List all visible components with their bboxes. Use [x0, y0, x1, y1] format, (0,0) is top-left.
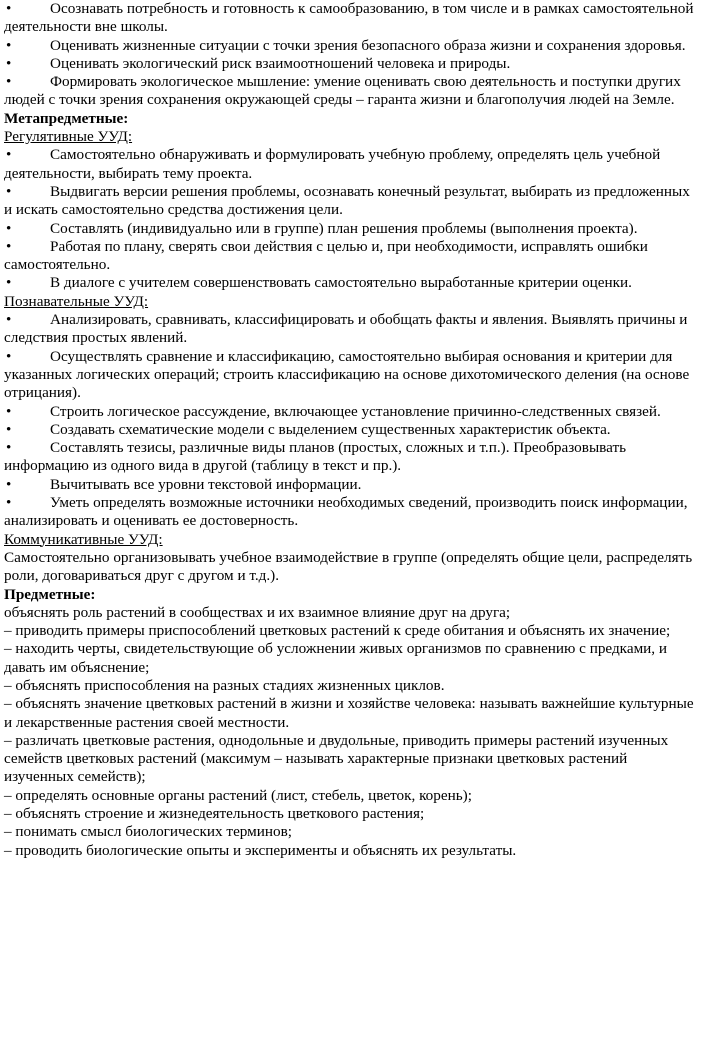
- bullet-text: Уметь определять возможные источники необходимых сведений, производить поиск информации, анализировать и оценивать ее достоверность.: [4, 494, 688, 530]
- bullet-text: Оценивать жизненные ситуации с точки зрения безопасного образа жизни и сохранения здоровья.: [50, 36, 686, 54]
- bullet-text: Самостоятельно обнаруживать и формулировать учебную проблему, определять цель учебной деятельности, выбирать тему проекта.: [4, 146, 661, 182]
- bullet-item: [4, 274, 700, 292]
- bullet-icon: •: [6, 54, 12, 72]
- bullet-text: Вычитывать все уровни текстовой информации.: [50, 475, 362, 493]
- bullet-icon: •: [6, 73, 12, 91]
- bullet-item: [4, 421, 700, 439]
- bullet-text: Оценивать экологический риск взаимоотношений человека и природы.: [50, 54, 511, 72]
- bullet-text: Осуществлять сравнение и классификацию, самостоятельно выбирая основания и критерии для указанных логических операций; строить классификацию на основе дихотомического деления (на основе отрицания).: [4, 347, 690, 402]
- subject-item: – объяснять строение и жизнедеятельность цветкового растения;: [4, 805, 425, 823]
- bullet-text: Работая по плану, сверять свои действия с целью и, при необходимости, исправлять ошибки самостоятельно.: [4, 237, 648, 274]
- bullet-text: Выдвигать версии решения проблемы, осознавать конечный результат, выбирать из предложенных и искать самостоятельно средства достижения цели.: [4, 182, 690, 219]
- bullet-text: Формировать экологическое мышление: умение оценивать свою деятельность и поступки других людей с точки зрения сохранения окружающей среды – гаранта жизни и благополучия людей на Земле.: [4, 73, 681, 109]
- subject-item: – находить черты, свидетельствующие об усложнении живых организмов по сравнению с предками, и давать им объяснение;: [4, 640, 668, 676]
- communicative-title: Коммуникативные УУД:: [4, 530, 163, 548]
- bullet-item: [4, 55, 700, 73]
- bullet-item: [4, 0, 700, 37]
- bullet-item: [4, 183, 700, 220]
- bullet-icon: •: [6, 402, 12, 420]
- subject-item: – определять основные органы растений (лист, стебель, цветок, корень);: [4, 786, 472, 804]
- bullet-item: [4, 439, 700, 476]
- cognitive-title: Познавательные УУД:: [4, 292, 149, 310]
- bullet-icon: •: [6, 182, 12, 200]
- subject-item: – проводить биологические опыты и эксперименты и объяснять их результаты.: [4, 841, 517, 859]
- bullet-text: Создавать схематические модели с выделением существенных характеристик объекта.: [50, 420, 611, 438]
- bullet-text: Осознавать потребность и готовность к самообразованию, в том числе и в рамках самостоятельной деятельности вне школы.: [4, 0, 694, 36]
- bullet-icon: •: [6, 219, 12, 237]
- bullet-text: Составлять (индивидуально или в группе) план решения проблемы (выполнения проекта).: [50, 219, 638, 237]
- bullet-icon: •: [6, 439, 12, 457]
- bullet-item: [4, 73, 700, 110]
- meta-heading: Метапредметные:: [4, 109, 129, 127]
- regulative-title: Регулятивные УУД:: [4, 128, 133, 146]
- bullet-item: [4, 348, 700, 403]
- subject-heading: Предметные:: [4, 585, 96, 603]
- bullet-icon: •: [6, 494, 12, 512]
- bullet-text: Составлять тезисы, различные виды планов (простых, сложных и т.п.). Преобразовывать информацию из одного вида в другой (таблицу в текст и пр.).: [4, 439, 627, 475]
- bullet-item: [4, 494, 700, 531]
- bullet-text: В диалоге с учителем совершенствовать самостоятельно выработанные критерии оценки.: [50, 274, 632, 292]
- subject-item: объяснять роль растений в сообществах и их взаимное влияние друг на друга;: [4, 603, 511, 621]
- bullet-text: Строить логическое рассуждение, включающее установление причинно-следственных связей.: [50, 402, 661, 420]
- bullet-icon: •: [6, 475, 12, 493]
- communicative-text: Самостоятельно организовывать учебное взаимодействие в группе (определять общие цели, распределять роли, договариваться друг с другом и т.д.).: [4, 548, 693, 585]
- bullet-icon: •: [6, 347, 12, 365]
- bullet-icon: •: [6, 420, 12, 438]
- bullet-item: [4, 403, 700, 421]
- bullet-icon: •: [6, 274, 12, 292]
- bullet-item: [4, 37, 700, 55]
- cognitive-bullet-list: [4, 311, 700, 531]
- regulative-bullet-list: [4, 146, 700, 292]
- bullet-item: [4, 238, 700, 275]
- bullet-icon: •: [6, 311, 12, 329]
- subject-item: – понимать смысл биологических терминов;: [4, 823, 293, 841]
- bullet-item: [4, 476, 700, 494]
- bullet-item: [4, 220, 700, 238]
- bullet-icon: •: [6, 36, 12, 54]
- bullet-icon: •: [6, 0, 12, 17]
- subject-item: – объяснять значение цветковых растений в жизни и хозяйстве человека: называть важнейшие культурные и лекарственные растения своей местности.: [4, 695, 694, 731]
- subject-item-list: [4, 604, 700, 860]
- bullet-item: [4, 146, 700, 183]
- bullet-icon: •: [6, 146, 12, 164]
- bullet-icon: •: [6, 237, 12, 255]
- intro-bullet-list: [4, 0, 700, 110]
- subject-item: – приводить примеры приспособлений цветковых растений к среде обитания и объяснять их значение;: [4, 622, 671, 640]
- bullet-item: [4, 311, 700, 348]
- subject-item: – объяснять приспособления на разных стадиях жизненных циклов.: [4, 676, 445, 694]
- subject-item: – различать цветковые растения, однодольные и двудольные, приводить примеры растений изученных семейств цветковых растений (максимум – называть характерные признаки цветковых растений изученных семейств);: [4, 731, 669, 786]
- bullet-text: Анализировать, сравнивать, классифицировать и обобщать факты и явления. Выявлять причины и следствия простых явлений.: [4, 311, 688, 347]
